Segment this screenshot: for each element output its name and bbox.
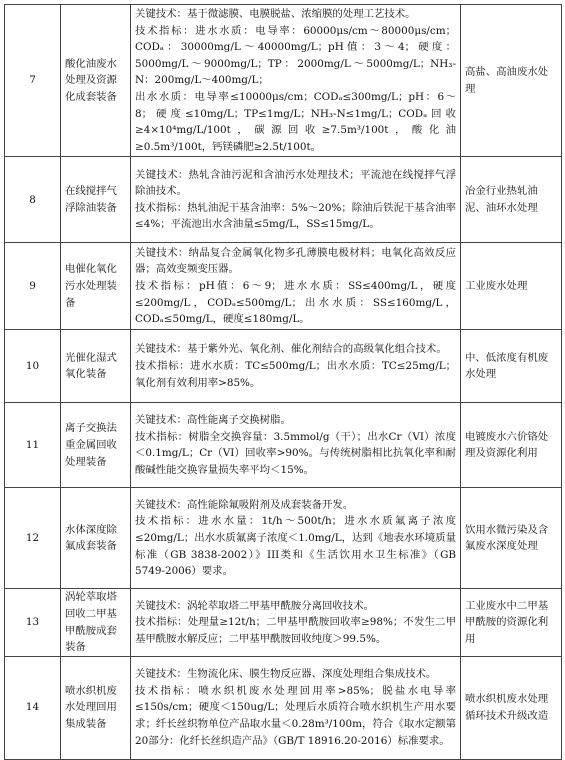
key-technology: 关键技术：高性能除氟吸附剂及成套装备开发。 bbox=[135, 498, 354, 511]
equipment-name: 水体深度除氟成套装备 bbox=[61, 488, 131, 589]
equipment-description bbox=[131, 243, 461, 330]
application-field: 工业废水处理 bbox=[461, 243, 562, 330]
equipment-name: 电催化氧化污水处理装备 bbox=[61, 243, 131, 330]
row-number: 9 bbox=[5, 243, 61, 330]
technical-indicators: 技术指标：处理量≥12t/h；二甲基甲酰胺回收率≥98%；不发生二甲基甲酰胺水解反应；二甲基甲酰胺回收纯度＞99.5%。 bbox=[135, 616, 456, 645]
application-field: 工业废水中二甲基甲酰胺的资源化利用 bbox=[461, 589, 562, 656]
technical-indicators: 技术指标：树脂全交换容量：3.5mmol/g（干）；出水Cr（VI）浓度＜0.1mg/L；Cr（VI）回收率>90%。与传统树脂相比抗氧化率和耐酸碱性能交换容量损失率平均＜15%。 bbox=[135, 430, 456, 476]
row-number: 12 bbox=[5, 488, 61, 589]
equipment-description bbox=[131, 330, 461, 403]
key-technology: 关键技术：涡轮萃取塔二甲基甲酰胺分离回收技术。 bbox=[135, 599, 374, 612]
equipment-name: 光催化湿式氧化装备 bbox=[61, 330, 131, 403]
application-field: 冶金行业热轧油泥、油环水处理 bbox=[461, 157, 562, 243]
key-technology: 关键技术：基于紫外光、氧化剂、催化剂结合的高级氧化组合技术。 bbox=[135, 343, 447, 356]
technical-indicators: 技术指标：pH值：6～9；进水水质：SS≤400mg/L，硬度≤200mg/L，CODₐ≤500mg/L；出水水质：SS≤160mg/L，CODₐ≤50mg/L，硬度≤180mg/L。 bbox=[135, 280, 456, 326]
technical-indicators-output: 出水水质：电导率≤10000μs/cm；CODₐ≤300mg/L；pH：6～8；硬度≤10mg/L；TP≤1mg/L；NH₃-N≤1mg/L；CODₐ回收≥4×10⁴mg/L/100t，碳源回收≥7.5m³/100t，酸化油≥0.5m³/100t，钙镁磷肥≥2.5t/100t。 bbox=[135, 90, 456, 153]
table-row bbox=[5, 243, 562, 330]
technical-indicators: 技术指标：进水水质：TC≤500mg/L；出水水质：TC≤25mg/L；氧化剂有效利用率>85%。 bbox=[135, 360, 456, 389]
row-number: 8 bbox=[5, 157, 61, 243]
technical-indicators: 技术指标：进水水质：电导率：60000μs/cm～80000μs/cm；CODₐ：30000mg/L～40000mg/L；pH值：3～4；硬度：5000mg/L～9000mg/L；TP：2000mg/L～5000mg/L；NH₃-N：200mg/L～400mg/L； bbox=[135, 24, 456, 87]
key-technology: 关键技术：热轧含油污泥和含油污水处理技术；平流池在线搅拌气浮除油技术。 bbox=[135, 168, 456, 198]
row-number: 7 bbox=[5, 5, 61, 157]
row-number: 14 bbox=[5, 656, 61, 759]
equipment-description bbox=[131, 589, 461, 656]
technical-indicators: 技术指标：喷水织机废水处理回用率>85%；脱盐水电导率≤150s/cm；硬度＜150ug/L；处理后水质符合喷水织机生产用水要求；纤长丝织物单位产品取水量＜0.28m³/100m，符合《取水定额第20部分：化纤长丝织造产品》（GB/T 18916.20-2016）标准要求。 bbox=[135, 684, 456, 747]
table-row bbox=[5, 403, 562, 488]
table-row bbox=[5, 330, 562, 403]
equipment-description bbox=[131, 488, 461, 589]
application-field: 饮用水微污染及含氟废水深度处理 bbox=[461, 488, 562, 589]
table-row bbox=[5, 488, 562, 589]
row-number: 10 bbox=[5, 330, 61, 403]
row-number: 13 bbox=[5, 589, 61, 656]
application-field: 喷水织机废水处理循环技术升级改造 bbox=[461, 656, 562, 759]
technical-indicators: 技术指标：进水水量：1t/h～500t/h；进水水质氟离子浓度≤20mg/L；出水水质氟离子浓度＜1.0mg/L，达到《地表水环境质量标准（GB 3838-2002）》III类和《生活饮用水卫生标准》（GB 5749-2006）要求。 bbox=[135, 515, 456, 578]
key-technology: 关键技术：纳晶复合金属氧化物多孔薄膜电极材料；电氧化高效反应器；高效变频变压器。 bbox=[135, 246, 456, 276]
table-row bbox=[5, 5, 562, 157]
technical-indicators: 技术指标：热轧油泥干基含油率：5%～20%；除油后铁泥干基含油率≤4%；平流池出水含油量≤5mg/L，SS≤15mg/L。 bbox=[135, 201, 456, 231]
equipment-description bbox=[131, 403, 461, 488]
key-technology: 关键技术：生物流化床、膜生物反应器、深度处理组合集成技术。 bbox=[135, 668, 437, 681]
equipment-description bbox=[131, 157, 461, 243]
application-field: 电镀废水六价铬处理及资源化利用 bbox=[461, 403, 562, 488]
equipment-name: 酸化油废水处理及资源化成套装备 bbox=[61, 5, 131, 157]
table-row bbox=[5, 656, 562, 759]
application-field: 高盐、高油废水处理 bbox=[461, 5, 562, 157]
equipment-name: 喷水织机废水处理回用集成装备 bbox=[61, 656, 131, 759]
equipment-description bbox=[131, 656, 461, 759]
equipment-table bbox=[4, 4, 562, 760]
equipment-name: 离子交换法重金属回收处理装备 bbox=[61, 403, 131, 488]
key-technology: 关键技术：高性能离子交换树脂。 bbox=[135, 414, 291, 427]
equipment-description bbox=[131, 5, 461, 157]
table-row bbox=[5, 157, 562, 243]
table-row bbox=[5, 589, 562, 656]
row-number: 11 bbox=[5, 403, 61, 488]
key-technology: 关键技术：基于微滤膜、电膜脱盐、浓缩膜的处理工艺技术。 bbox=[135, 8, 416, 20]
equipment-name: 涡轮萃取塔回收二甲基甲酰胺成套装备 bbox=[61, 589, 131, 656]
application-field: 中、低浓度有机废水处理 bbox=[461, 330, 562, 403]
equipment-name: 在线搅拌气浮除油装备 bbox=[61, 157, 131, 243]
